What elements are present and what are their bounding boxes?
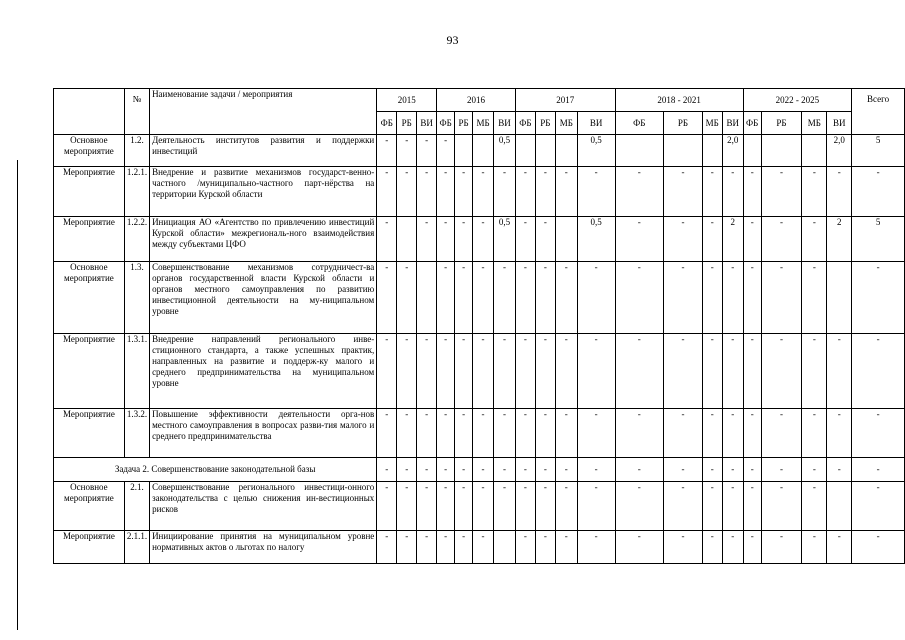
fund-source-header: ФБ: [377, 112, 397, 135]
event-type: Мероприятие: [54, 217, 125, 262]
funding-value: -: [702, 334, 722, 409]
funding-value: -: [722, 482, 743, 531]
funding-value: -: [455, 458, 473, 482]
event-name: Совершенствование механизмов сотрудничест-ва органов государственной власти Курской области и органов местного самоуправления по развитию инвестиционной деятельности на му-ниципальном уровне: [150, 262, 377, 334]
event-number: 2.1.: [124, 482, 149, 531]
event-number: 1.2.: [124, 135, 149, 167]
funding-value: -: [417, 482, 437, 531]
funding-value: -: [473, 458, 494, 482]
year-header: 2022 - 2025: [743, 89, 851, 112]
funding-value: -: [515, 531, 535, 564]
year-header: 2018 - 2021: [615, 89, 743, 112]
funding-value: -: [494, 409, 516, 458]
fund-source-header: МБ: [802, 112, 827, 135]
funding-value: -: [802, 409, 827, 458]
funding-value: [535, 135, 555, 167]
funding-value: -: [802, 482, 827, 531]
funding-value: -: [761, 217, 802, 262]
margin-rule: [17, 160, 18, 630]
event-name: Инициация АО «Агентство по привлечению инвестиций Курской области» межрегиональ-ного взаимодействия между субъектами ЦФО: [150, 217, 377, 262]
fund-source-header: РБ: [761, 112, 802, 135]
table-row: [54, 409, 905, 458]
funding-value: -: [377, 531, 397, 564]
funding-value: -: [515, 217, 535, 262]
funding-value: -: [473, 217, 494, 262]
funding-value: -: [437, 482, 455, 531]
funding-value: -: [494, 482, 516, 531]
funding-value: -: [802, 458, 827, 482]
funding-value: -: [437, 135, 455, 167]
funding-value: -: [722, 531, 743, 564]
funding-value: -: [722, 458, 743, 482]
funding-value: -: [664, 409, 703, 458]
funding-value: -: [702, 458, 722, 482]
event-type: Мероприятие: [54, 409, 125, 458]
table-row: [54, 217, 905, 262]
funding-value: -: [577, 531, 615, 564]
fund-source-header: ВИ: [494, 112, 516, 135]
funding-value: -: [702, 262, 722, 334]
funding-value: -: [494, 334, 516, 409]
funding-value: -: [743, 262, 761, 334]
funding-value: -: [377, 217, 397, 262]
funding-value: -: [397, 458, 417, 482]
funding-value: -: [743, 167, 761, 217]
funding-value: -: [437, 167, 455, 217]
funding-value: -: [761, 334, 802, 409]
funding-value: -: [377, 167, 397, 217]
total-value: -: [852, 458, 905, 482]
funding-value: [397, 217, 417, 262]
fund-source-header: РБ: [664, 112, 703, 135]
page-number: 93: [446, 33, 459, 47]
funding-value: -: [515, 167, 535, 217]
table-row: [54, 135, 905, 167]
fund-source-header: ФБ: [615, 112, 664, 135]
fund-source-header: ВИ: [417, 112, 437, 135]
funding-value: -: [577, 482, 615, 531]
funding-value: -: [827, 167, 852, 217]
funding-value: -: [555, 167, 577, 217]
table-row: [54, 167, 905, 217]
funding-value: -: [397, 135, 417, 167]
funding-value: -: [515, 262, 535, 334]
funding-value: -: [455, 531, 473, 564]
funding-value: -: [417, 531, 437, 564]
funding-value: -: [722, 167, 743, 217]
funding-value: -: [515, 334, 535, 409]
funding-value: -: [802, 531, 827, 564]
funding-value: [827, 262, 852, 334]
event-type: Основное мероприятие: [54, 135, 125, 167]
funding-value: -: [417, 409, 437, 458]
funding-value: [555, 217, 577, 262]
funding-value: [827, 482, 852, 531]
funding-value: -: [535, 262, 555, 334]
num-header: №: [124, 89, 149, 135]
total-value: 5: [852, 135, 905, 167]
event-type: Основное мероприятие: [54, 262, 125, 334]
funding-value: -: [437, 262, 455, 334]
funding-value: -: [577, 262, 615, 334]
fund-source-header: РБ: [535, 112, 555, 135]
funding-value: [802, 135, 827, 167]
year-header: 2016: [437, 89, 516, 112]
event-number: 1.3.2.: [124, 409, 149, 458]
funding-value: -: [615, 334, 664, 409]
funding-value: -: [761, 458, 802, 482]
total-value: -: [852, 334, 905, 409]
funding-value: -: [515, 482, 535, 531]
event-number: 2.1.1.: [124, 531, 149, 564]
fund-source-header: МБ: [473, 112, 494, 135]
funding-value: -: [377, 334, 397, 409]
funding-value: -: [377, 482, 397, 531]
fund-source-header: МБ: [555, 112, 577, 135]
table-row: [54, 482, 905, 531]
funding-value: [555, 135, 577, 167]
funding-value: -: [377, 458, 397, 482]
funding-value: -: [743, 334, 761, 409]
name-header: Наименование задачи / мероприятия: [150, 89, 377, 135]
funding-value: -: [827, 409, 852, 458]
fund-source-header: ВИ: [827, 112, 852, 135]
event-type: Мероприятие: [54, 334, 125, 409]
funding-value: -: [702, 409, 722, 458]
total-value: -: [852, 531, 905, 564]
fund-source-header: ФБ: [743, 112, 761, 135]
total-header: Всего: [852, 89, 905, 135]
funding-value: -: [664, 167, 703, 217]
event-number: 1.2.2.: [124, 217, 149, 262]
funding-value: -: [802, 167, 827, 217]
funding-value: [473, 135, 494, 167]
funding-value: -: [455, 409, 473, 458]
funding-value: -: [555, 334, 577, 409]
funding-value: -: [555, 458, 577, 482]
funding-value: -: [417, 167, 437, 217]
funding-value: -: [437, 217, 455, 262]
table-row: [54, 531, 905, 564]
funding-value: -: [455, 482, 473, 531]
event-name: Деятельность институтов развития и поддержки инвестиций: [150, 135, 377, 167]
funding-value: -: [664, 482, 703, 531]
funding-value: -: [473, 482, 494, 531]
funding-value: -: [702, 482, 722, 531]
funding-value: -: [722, 409, 743, 458]
funding-value: -: [743, 217, 761, 262]
funding-value: -: [702, 531, 722, 564]
funding-value: -: [377, 262, 397, 334]
funding-value: [515, 135, 535, 167]
funding-value: -: [397, 482, 417, 531]
fund-source-header: РБ: [455, 112, 473, 135]
fund-source-header: ВИ: [722, 112, 743, 135]
funding-value: -: [515, 458, 535, 482]
funding-value: -: [761, 482, 802, 531]
event-number: 1.3.: [124, 262, 149, 334]
funding-value: -: [535, 482, 555, 531]
funding-value: -: [535, 458, 555, 482]
funding-value: -: [417, 135, 437, 167]
funding-value: -: [455, 334, 473, 409]
funding-value: 2,0: [827, 135, 852, 167]
funding-value: -: [417, 334, 437, 409]
funding-value: -: [577, 167, 615, 217]
funding-value: -: [555, 409, 577, 458]
funding-value: -: [743, 409, 761, 458]
year-header: 2017: [515, 89, 615, 112]
funding-value: -: [555, 262, 577, 334]
funding-value: -: [377, 135, 397, 167]
funding-value: -: [761, 531, 802, 564]
funding-value: -: [555, 482, 577, 531]
funding-value: -: [397, 334, 417, 409]
funding-value: -: [743, 482, 761, 531]
funding-value: -: [615, 262, 664, 334]
funding-value: -: [535, 409, 555, 458]
funding-value: -: [397, 167, 417, 217]
funding-value: -: [473, 262, 494, 334]
funding-value: -: [827, 458, 852, 482]
funding-value: -: [827, 334, 852, 409]
fund-source-header: ФБ: [437, 112, 455, 135]
funding-value: [455, 135, 473, 167]
funding-value: -: [743, 531, 761, 564]
funding-value: -: [802, 262, 827, 334]
funding-value: -: [577, 334, 615, 409]
funding-value: -: [437, 458, 455, 482]
total-value: -: [852, 409, 905, 458]
total-value: -: [852, 262, 905, 334]
funding-value: -: [802, 334, 827, 409]
funding-value: 2: [722, 217, 743, 262]
funding-value: 0,5: [494, 217, 516, 262]
funding-value: [702, 135, 722, 167]
funding-value: -: [473, 167, 494, 217]
funding-value: [417, 262, 437, 334]
funding-value: -: [535, 217, 555, 262]
funding-value: -: [437, 334, 455, 409]
funding-value: -: [455, 167, 473, 217]
funding-value: -: [615, 409, 664, 458]
funding-value: -: [722, 262, 743, 334]
fund-source-header: ФБ: [515, 112, 535, 135]
funding-value: -: [664, 531, 703, 564]
funding-value: -: [702, 217, 722, 262]
event-type: Мероприятие: [54, 531, 125, 564]
event-number: 1.2.1.: [124, 167, 149, 217]
event-type: Основное мероприятие: [54, 482, 125, 531]
funding-value: -: [722, 334, 743, 409]
funding-value: -: [473, 334, 494, 409]
table-row: [54, 262, 905, 334]
funding-value: -: [535, 167, 555, 217]
funding-value: [615, 135, 664, 167]
funding-value: -: [437, 531, 455, 564]
funding-value: [494, 531, 516, 564]
total-value: -: [852, 167, 905, 217]
funding-value: -: [397, 409, 417, 458]
funding-value: -: [615, 531, 664, 564]
event-number: 1.3.1.: [124, 334, 149, 409]
event-name: Инициирование принятия на муниципальном уровне нормативных актов о льготах по налогу: [150, 531, 377, 564]
funding-value: -: [761, 262, 802, 334]
funding-value: -: [535, 334, 555, 409]
funding-value: -: [827, 531, 852, 564]
task-label: Задача 2. Совершенствование законодательной базы: [54, 458, 377, 482]
funding-value: [743, 135, 761, 167]
table-row: [54, 334, 905, 409]
type-header: [54, 89, 125, 135]
funding-value: 0,5: [494, 135, 516, 167]
year-header: 2015: [377, 89, 437, 112]
funding-value: -: [494, 167, 516, 217]
task-row: [54, 458, 905, 482]
event-name: Совершенствование регионального инвестици-онного законодательства с целью снижения ин-вестиционных рисков: [150, 482, 377, 531]
funding-value: 0,5: [577, 135, 615, 167]
funding-value: -: [664, 458, 703, 482]
header-row: [54, 89, 905, 112]
funding-value: -: [417, 458, 437, 482]
fund-source-header: МБ: [702, 112, 722, 135]
funding-value: -: [437, 409, 455, 458]
funding-value: 0,5: [577, 217, 615, 262]
funding-value: -: [577, 409, 615, 458]
funding-value: -: [455, 262, 473, 334]
event-name: Внедрение направлений регионального инве-стиционного стандарта, а также успешных практик, направленных на развитие и поддерж-ку малого и среднего предпринимательства на муниципальном уровне: [150, 334, 377, 409]
funding-value: -: [664, 262, 703, 334]
funding-value: 2,0: [722, 135, 743, 167]
funding-value: -: [743, 458, 761, 482]
funding-value: -: [494, 262, 516, 334]
funding-value: [664, 135, 703, 167]
funding-value: -: [615, 167, 664, 217]
funding-value: -: [515, 409, 535, 458]
funding-value: -: [615, 217, 664, 262]
event-name: Повышение эффективности деятельности орга-нов местного самоуправления в вопросах разви-тия малого и среднего предпринимательства: [150, 409, 377, 458]
funding-value: 2: [827, 217, 852, 262]
funding-value: -: [455, 217, 473, 262]
funding-value: -: [664, 334, 703, 409]
funding-value: -: [802, 217, 827, 262]
funding-value: -: [615, 458, 664, 482]
financing-table: [53, 88, 905, 564]
funding-value: -: [377, 409, 397, 458]
funding-value: -: [615, 482, 664, 531]
funding-value: -: [577, 458, 615, 482]
funding-value: -: [397, 531, 417, 564]
funding-value: -: [494, 458, 516, 482]
funding-value: [761, 135, 802, 167]
event-name: Внедрение и развитие механизмов государст-венно-частного /муниципально-частного парт-нёрства на территории Курской области: [150, 167, 377, 217]
funding-value: -: [702, 167, 722, 217]
funding-value: -: [473, 531, 494, 564]
funding-value: -: [761, 409, 802, 458]
funding-value: -: [397, 262, 417, 334]
funding-value: -: [473, 409, 494, 458]
total-value: -: [852, 482, 905, 531]
total-value: 5: [852, 217, 905, 262]
funding-value: -: [535, 531, 555, 564]
funding-value: -: [417, 217, 437, 262]
fund-source-header: РБ: [397, 112, 417, 135]
event-type: Мероприятие: [54, 167, 125, 217]
funding-value: -: [664, 217, 703, 262]
funding-value: -: [555, 531, 577, 564]
funding-value: -: [761, 167, 802, 217]
fund-source-header: ВИ: [577, 112, 615, 135]
